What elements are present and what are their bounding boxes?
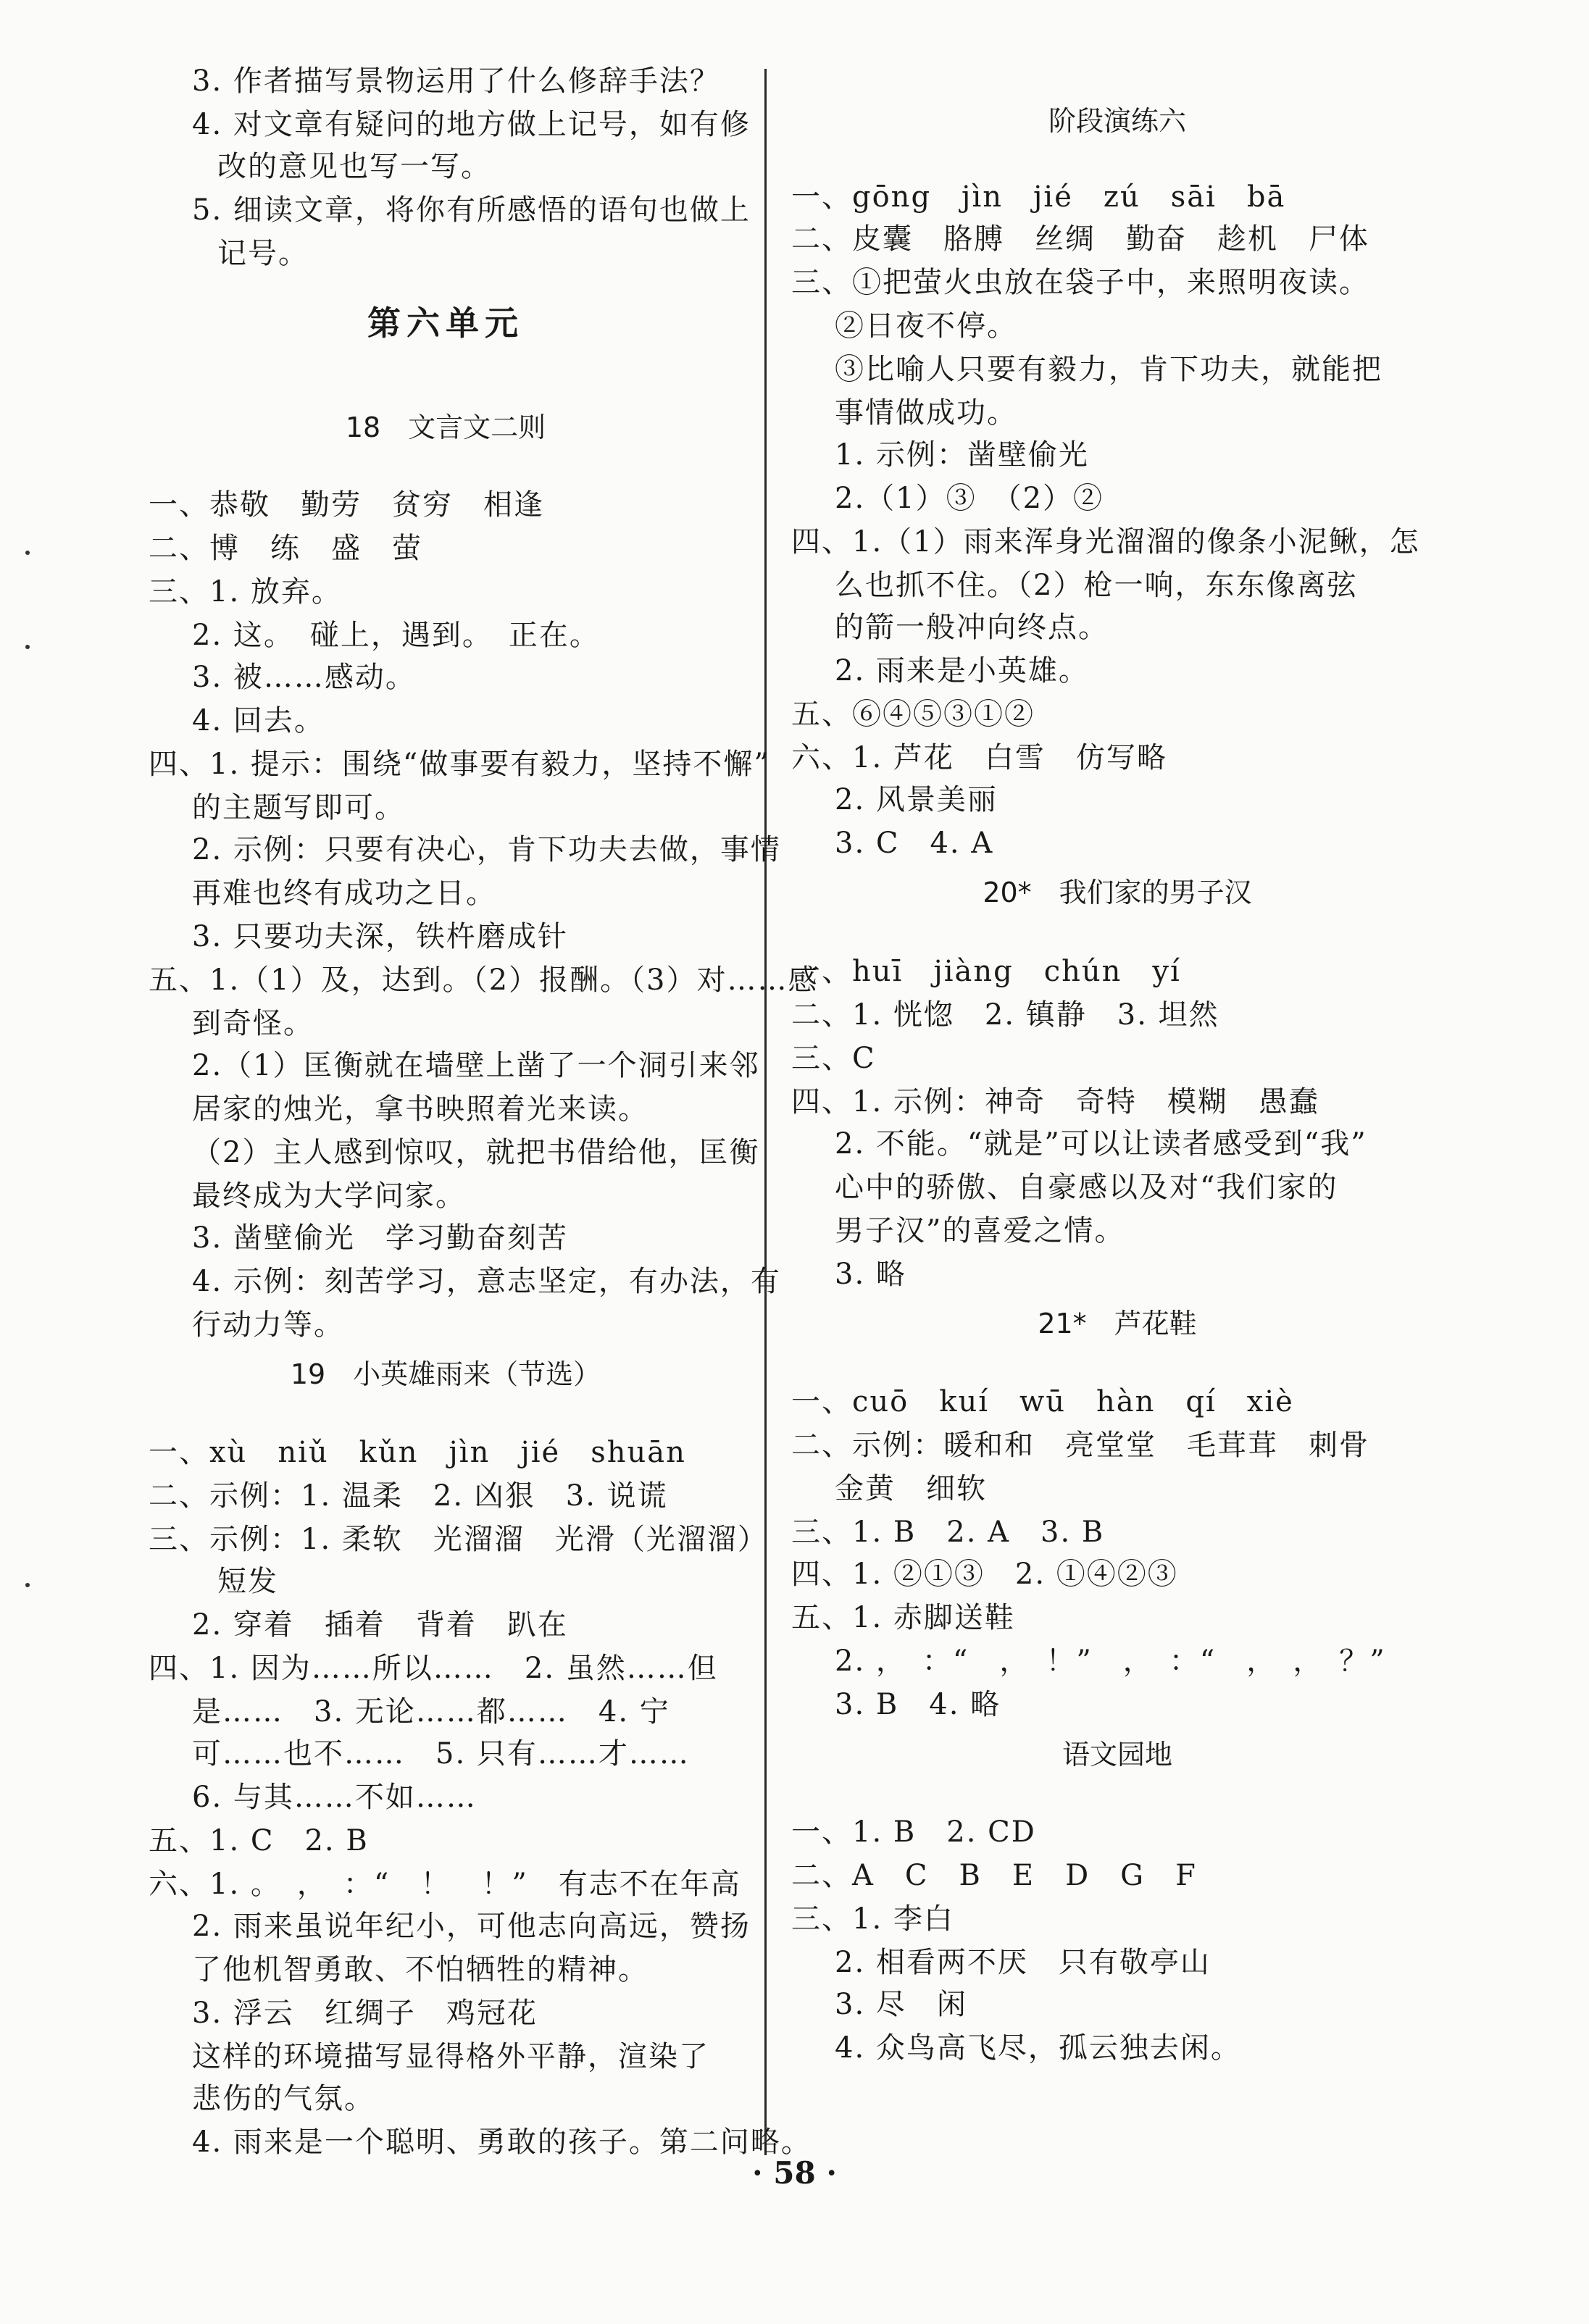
left-answer-line: 四、1. 因为……所以…… 2. 虽然……但 xyxy=(149,1652,718,1685)
left-answer-line: 行动力等。 xyxy=(192,1308,344,1342)
right-answer-line: ②日夜不停。 xyxy=(835,309,1017,343)
right-answer-line: 2.（1）③ （2）② xyxy=(835,482,1104,515)
right-answer-line: 2. 雨来是小英雄。 xyxy=(835,654,1089,687)
lesson-18-heading: 18 文言文二则 xyxy=(345,411,546,443)
left-answer-line: 6. 与其……不如…… xyxy=(192,1781,477,1814)
right-answer-line: 心中的骄傲、自豪感以及对“我们家的 xyxy=(835,1171,1338,1204)
right-answer-line: 3. B 4. 略 xyxy=(835,1688,1001,1721)
right-answer-line: 一、cuō kuí wū hàn qí xiè xyxy=(791,1385,1294,1418)
right-answer-line: 五、1. 赤脚送鞋 xyxy=(791,1601,1015,1634)
right-answer-line: 三、C xyxy=(791,1042,876,1075)
lesson-20-heading: 20* 我们家的男子汉 xyxy=(983,877,1252,908)
left-answer-line: （2）主人感到惊叹，就把书借给他，匡衡 xyxy=(192,1136,760,1169)
left-answer-line: 3. 浮云 红绸子 鸡冠花 xyxy=(192,1997,538,2030)
left-answer-line: 2.（1）匡衡就在墙壁上凿了一个洞引来邻 xyxy=(192,1049,760,1082)
right-answer-line: 二、1. 恍惚 2. 镇静 3. 坦然 xyxy=(791,998,1219,1032)
right-answer-line: 五、⑥④⑤③①② xyxy=(791,698,1035,731)
right-answer-line: 3. C 4. A xyxy=(835,827,994,860)
right-answer-line: 2. 不能。“就是”可以让读者感受到“我” xyxy=(835,1127,1367,1161)
left-answer-line: 了他机智勇敢、不怕牺牲的精神。 xyxy=(192,1953,648,1986)
right-answer-line: 2. ， ：“ ， ！” ， ：“ ， ， ？” xyxy=(835,1644,1386,1678)
left-answer-line: 三、示例：1. 柔软 光溜溜 光滑（光溜溜） xyxy=(149,1523,768,1556)
left-answer-line: 再难也终有成功之日。 xyxy=(192,877,496,910)
right-answer-line: 么也抓不住。（2）枪一响，东东像离弦 xyxy=(835,569,1358,602)
left-answer-line: 这样的环境描写显得格外平静，渲染了 xyxy=(192,2040,709,2073)
right-answer-line: 四、1.（1）雨来浑身光溜溜的像条小泥鳅，怎 xyxy=(791,525,1420,559)
left-answer-line: 五、1.（1）及，达到。（2）报酬。（3）对……感 xyxy=(149,964,819,997)
right-answer-line: 一、1. B 2. CD xyxy=(791,1815,1036,1849)
left-answer-line: 一、xù niǔ kǔn jìn jié shuān xyxy=(149,1436,686,1469)
left-answer-line: 4. 对文章有疑问的地方做上记号，如有修 xyxy=(192,108,751,141)
left-answer-line: 2. 这。 碰上，遇到。 正在。 xyxy=(192,619,600,652)
lesson-19-heading: 19 小英雄雨来（节选） xyxy=(290,1358,601,1390)
right-answer-line: 一、huī jiàng chún yí xyxy=(791,955,1181,988)
left-answer-line: 3. 只要功夫深，铁杵磨成针 xyxy=(192,920,568,953)
left-answer-line: 3. 凿壁偷光 学习勤奋刻苦 xyxy=(192,1221,568,1255)
right-answer-line: 三、1. B 2. A 3. B xyxy=(791,1516,1105,1549)
right-answer-line: 2. 相看两不厌 只有敬亭山 xyxy=(835,1946,1211,1979)
left-answer-line: 短发 xyxy=(217,1565,278,1598)
right-answer-line: 3. 尽 闲 xyxy=(835,1988,967,2021)
left-answer-line: 五、1. C 2. B xyxy=(149,1824,369,1857)
right-answer-line: 事情做成功。 xyxy=(835,396,1017,430)
right-answer-line: ③比喻人只要有毅力，肯下功夫，就能把 xyxy=(835,353,1382,386)
left-answer-line: 二、示例：1. 温柔 2. 凶狠 3. 说谎 xyxy=(149,1479,668,1513)
left-answer-line: 5. 细读文章，将你有所感悟的语句也做上 xyxy=(192,193,751,227)
left-answer-line: 居家的烛光，拿书映照着光来读。 xyxy=(192,1092,648,1126)
unit-title: 第六单元 xyxy=(367,304,524,343)
left-answer-line: 4. 示例：刻苦学习，意志坚定，有办法，有 xyxy=(192,1265,781,1298)
left-answer-line: 记号。 xyxy=(217,237,309,270)
right-answer-line: 二、A C B E D G F xyxy=(791,1859,1197,1892)
right-answer-line: 四、1. 示例：神奇 奇特 模糊 愚蠢 xyxy=(791,1085,1319,1119)
right-answer-line: 男子汉”的喜爱之情。 xyxy=(835,1214,1125,1247)
right-answer-line: 2. 风景美丽 xyxy=(835,783,998,816)
left-answer-line: 2. 雨来虽说年纪小，可他志向高远，赞扬 xyxy=(192,1910,751,1943)
scan-speck xyxy=(25,645,30,649)
right-answer-line: 二、示例：暖和和 亮堂堂 毛茸茸 刺骨 xyxy=(791,1429,1369,1462)
left-answer-line: 悲伤的气氛。 xyxy=(192,2082,375,2115)
right-answer-line: 一、gōng jìn jié zú sāi bā xyxy=(791,180,1286,214)
right-answer-line: 六、1. 芦花 白雪 仿写略 xyxy=(791,741,1167,774)
right-answer-line: 3. 略 xyxy=(835,1258,906,1291)
left-answer-line: 是…… 3. 无论……都…… 4. 宁 xyxy=(192,1695,670,1729)
left-answer-line: 可……也不…… 5. 只有……才…… xyxy=(192,1737,690,1771)
right-answer-line: 四、1. ②①③ 2. ①④②③ xyxy=(791,1558,1178,1591)
left-answer-line: 2. 穿着 插着 背着 趴在 xyxy=(192,1608,568,1642)
left-answer-line: 到奇怪。 xyxy=(192,1007,314,1040)
left-answer-line: 的主题写即可。 xyxy=(192,791,405,824)
page-number: · 58 · xyxy=(752,2155,837,2191)
right-answer-line: 二、皮囊 胳膊 丝绸 勤奋 趁机 尸体 xyxy=(791,222,1369,256)
right-answer-line: 的箭一般冲向终点。 xyxy=(835,611,1109,644)
left-answer-line: 2. 示例：只要有决心，肯下功夫去做，事情 xyxy=(192,833,781,866)
left-answer-line: 4. 雨来是一个聪明、勇敢的孩子。第二问略。 xyxy=(192,2126,812,2159)
scan-speck xyxy=(25,1583,30,1587)
right-answer-line: 4. 众鸟高飞尽，孤云独去闲。 xyxy=(835,2031,1241,2065)
left-answer-line: 4. 回去。 xyxy=(192,704,325,737)
left-answer-line: 改的意见也写一写。 xyxy=(217,150,491,183)
left-answer-line: 最终成为大学问家。 xyxy=(192,1179,466,1213)
lesson-21-heading: 21* 芦花鞋 xyxy=(1038,1308,1197,1339)
left-answer-line: 3. 被……感动。 xyxy=(192,661,416,694)
left-answer-line: 一、恭敬 勤劳 贫穷 相逢 xyxy=(149,488,544,522)
column-divider xyxy=(764,69,767,2155)
right-answer-line: 三、①把萤火虫放在袋子中，来照明夜读。 xyxy=(791,266,1369,299)
left-answer-line: 二、博 练 盛 萤 xyxy=(149,532,422,565)
scan-speck xyxy=(25,551,30,555)
right-answer-line: 金黄 细软 xyxy=(835,1472,987,1505)
left-answer-line: 三、1. 放弃。 xyxy=(149,575,342,609)
practice-six-heading: 阶段演练六 xyxy=(1048,105,1186,137)
right-answer-line: 三、1. 李白 xyxy=(791,1902,954,1936)
left-answer-line: 3. 作者描写景物运用了什么修辞手法？ xyxy=(192,64,720,98)
chinese-garden-heading: 语文园地 xyxy=(1062,1739,1172,1771)
left-answer-line: 四、1. 提示：围绕“做事要有毅力，坚持不懈” xyxy=(149,748,770,781)
left-answer-line: 六、1. 。 ， ：“ ！ ！” 有志不在年高 xyxy=(149,1868,741,1901)
right-answer-line: 1. 示例：凿壁偷光 xyxy=(835,438,1089,472)
